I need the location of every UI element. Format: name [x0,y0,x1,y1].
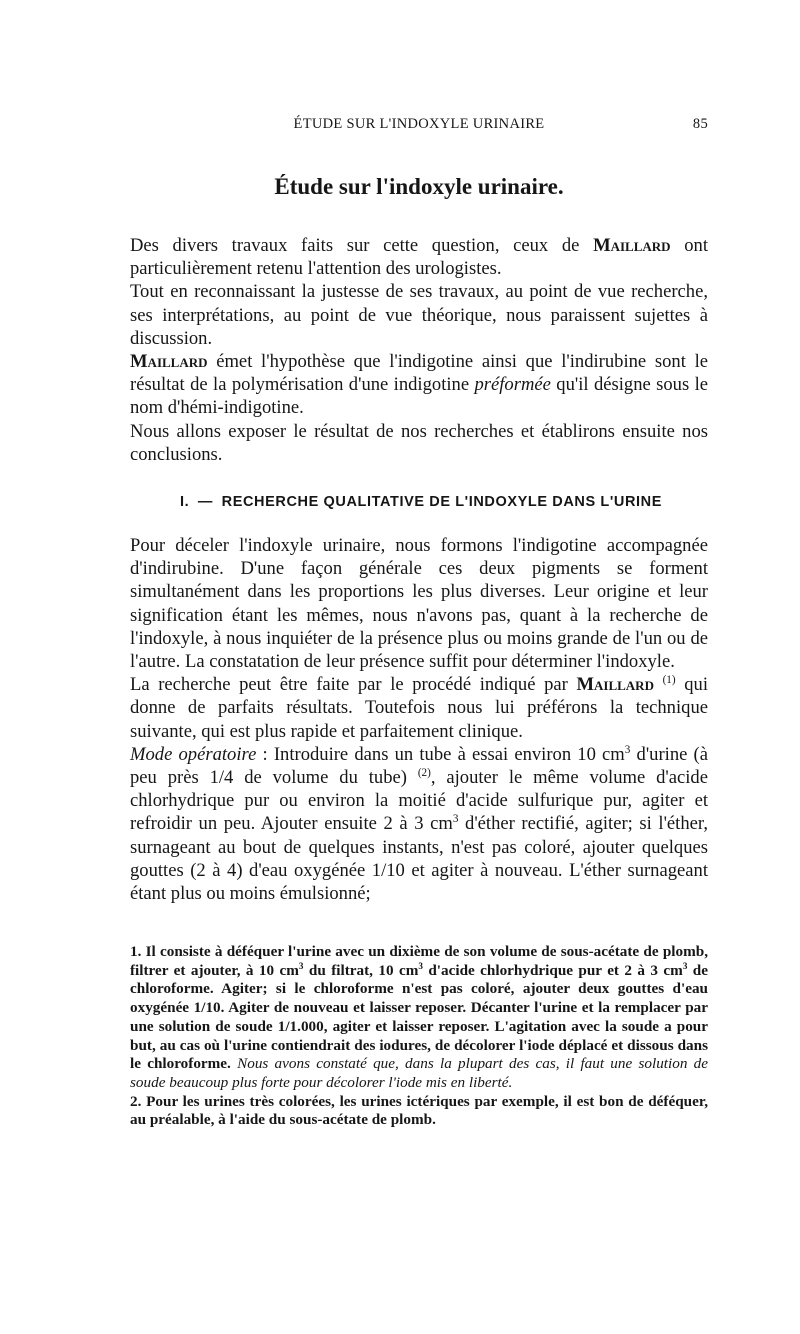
footnotes [130,943,708,1130]
superscript: 3 [682,960,688,971]
superscript: 3 [298,960,304,971]
emphasis: Nous avons constaté que, dans la plupart des cas, il faut une solution de soude beaucoup plus forte pour décolorer l'iode mis en liberté. [130,1055,708,1091]
text: d'acide chlorhydrique pur et 2 à 3 cm [422,961,683,979]
paragraph [130,234,708,280]
text: Des divers travaux faits sur cette question, ceux de [130,235,594,256]
paragraph [130,280,708,350]
running-title: ÉTUDE SUR L'INDOXYLE URINAIRE [293,116,545,132]
paragraph [130,673,708,743]
footnote-2: 2. Pour les urines très colorées, les urines ictériques par exemple, il est bon de déféquer, au préalable, à l'aide du sous-acétate de plomb. [130,1092,708,1129]
author-name: Maillard [593,235,671,256]
article-title: Étude sur l'indoxyle urinaire. [274,174,564,199]
text: du filtrat, 10 cm [303,961,419,979]
section-number: I. [179,494,190,510]
footnote-ref: (1) [662,674,676,687]
paragraph [130,350,708,420]
author-name: Maillard [576,674,654,696]
text: , ajouter le même volume d'acide chlorhydrique pur ou environ la moitié d'acide sulfurique pur, agiter et refroidir un peu. Ajouter ensuite 2 à 3 cm [130,767,708,835]
emphasis: préformée [474,374,551,396]
section-title: RECHERCHE QUALITATIVE DE L'INDOXYLE DANS L'URINE [221,494,663,510]
text: qui donne de parfaits résultats. Toutefois nous lui préférons la technique suivante, qui est plus rapide et parfaitement clinique. [130,674,708,742]
author-name: Maillard [130,351,208,373]
text: de chloroforme. Agiter; si le chloroforme n'est pas coloré, ajouter deux gouttes d'eau oxygénée 1/10. Agiter de nouveau et laisser reposer. Décanter l'urine et la remplacer par une solution de soude 1/1.000, agiter et laisser reposer. L'agitation avec la soude a pour but, au cas où l'urine contiendrait des iodures, de décolorer l'iode déplacé et dissous dans le chloroforme. [130,961,708,1073]
footnote-1 [130,943,708,1093]
superscript: 3 [624,743,631,756]
text: Tout en reconnaissant la justesse de ses travaux, au point de vue recherche, ses interprétations, au point de vue théorique, nous paraissent sujettes à discussion. [130,281,708,349]
text: d'éther rectifié, agiter; si l'éther, surnageant au bout de quelques instants, n'est pas coloré, ajouter quelques gouttes (2 à 4) d'eau oxygénée 1/10 et agiter à nouveau. L'éther surnageant étant plus ou moins émulsionné; [130,813,708,905]
text: qu'il désigne sous le nom d'hémi-indigotine. [130,374,708,419]
text: d'urine (à peu près 1/4 de volume du tube) [130,743,709,789]
section-heading [130,494,708,510]
intro-text [130,234,708,466]
text: La recherche peut être faite par le procédé indiqué par [130,674,577,696]
superscript: 3 [418,960,423,971]
text: Nous allons exposer le résultat de nos recherches et établirons ensuite nos conclusions. [130,420,708,465]
paragraph [130,420,708,466]
running-header [130,116,708,138]
text: émet l'hypothèse que l'indigotine ainsi que l'indirubine sont le résultat de la polymérisation d'une indigotine [130,351,708,396]
section-dash: — [197,494,213,510]
emphasis: Mode opératoire [130,743,257,765]
paragraph [130,743,708,905]
page-number: 85 [692,116,708,132]
text: 1. Il consiste à déféquer l'urine avec un dixième de son volume de sous-acétate de plomb, filtrer et ajouter, à 10 cm [130,943,708,979]
text: ont particulièrement retenu l'attention des urologistes. [130,235,708,280]
text: : Introduire dans un tube à essai environ 10 cm [256,743,625,765]
body-text [130,534,708,905]
superscript: 3 [452,813,459,826]
paragraph: Pour déceler l'indoxyle urinaire, nous formons l'indigotine accompagnée d'indirubine. D'une façon générale ces deux pigments se forment simultanément dans les proportions les plus diverses. Leur origine et leur signification étant les mêmes, nous n'avons pas, quant à la recherche de l'indoxyle, à nous inquiéter de la présence plus ou moins grande de l'un ou de l'autre. La constatation de leur présence suffit pour déterminer l'indoxyle. [130,535,708,673]
footnote-ref: (2) [417,766,431,779]
